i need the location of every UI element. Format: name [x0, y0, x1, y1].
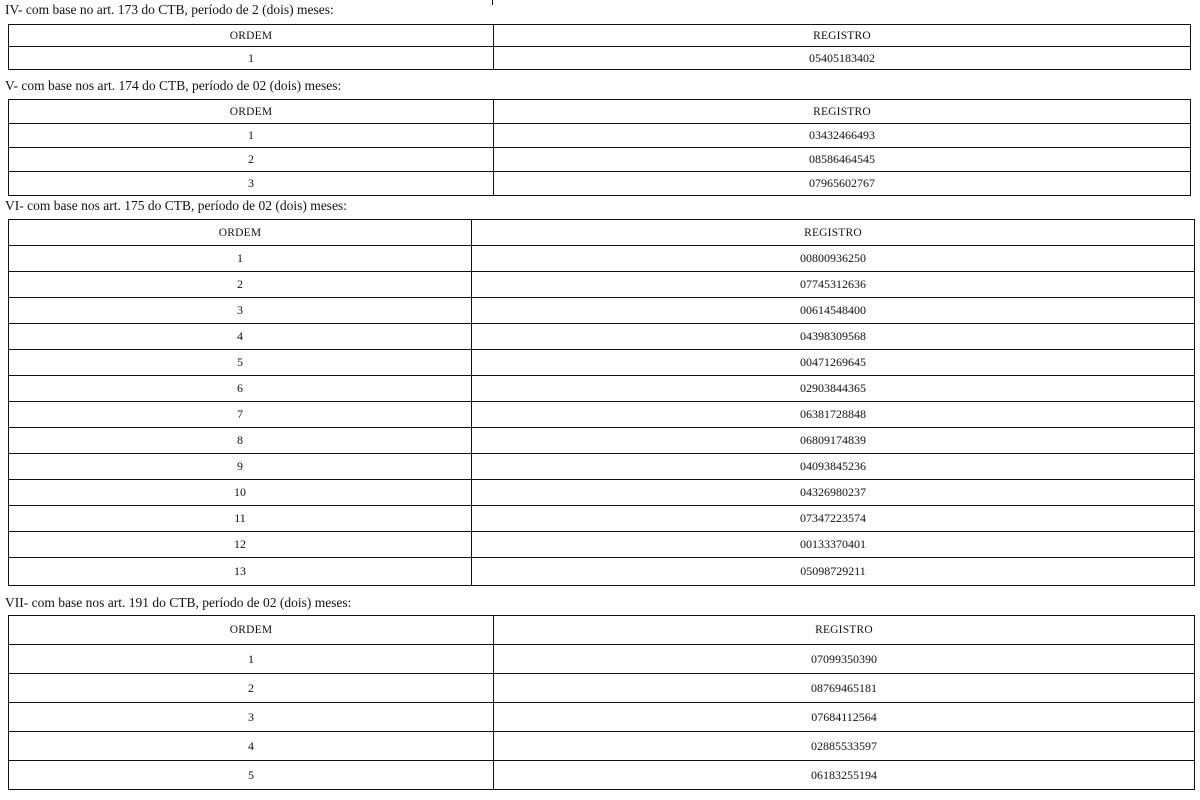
table-header-row [9, 616, 1195, 645]
table-row [9, 532, 1195, 558]
cell-ordem: 6 [9, 376, 472, 402]
cell-ordem: 7 [9, 402, 472, 428]
cell-ordem: 4 [9, 732, 494, 761]
table-row [9, 645, 1195, 674]
cell-registro: 00614548400 [472, 298, 1195, 324]
cell-ordem: 3 [9, 172, 494, 196]
cell-registro: 04398309568 [472, 324, 1195, 350]
cell-ordem: 4 [9, 324, 472, 350]
cell-ordem: 1 [9, 124, 494, 148]
cell-ordem: 11 [9, 506, 472, 532]
cell-registro: 06183255194 [494, 761, 1195, 790]
cell-registro: 02885533597 [494, 732, 1195, 761]
header-ordem: ORDEM [9, 25, 494, 47]
cell-ordem: 3 [9, 298, 472, 324]
table-row [9, 47, 1191, 70]
cell-ordem: 1 [9, 246, 472, 272]
table-row [9, 732, 1195, 761]
section-heading: VI- com base nos art. 175 do CTB, período de 02 (dois) meses: [5, 198, 347, 213]
cell-ordem: 1 [9, 47, 494, 70]
cell-registro: 06381728848 [472, 402, 1195, 428]
cell-ordem: 5 [9, 761, 494, 790]
table-header-row [9, 100, 1191, 124]
header-registro: REGISTRO [494, 100, 1191, 124]
section-heading: V- com base nos art. 174 do CTB, período de 02 (dois) meses: [5, 78, 342, 93]
registro-table [8, 615, 1195, 790]
table-row [9, 558, 1195, 586]
table-row [9, 761, 1195, 790]
cell-ordem: 3 [9, 703, 494, 732]
table-row [9, 298, 1195, 324]
cell-registro: 02903844365 [472, 376, 1195, 402]
cell-ordem: 2 [9, 272, 472, 298]
cell-registro: 08769465181 [494, 674, 1195, 703]
table-row [9, 428, 1195, 454]
table-row [9, 703, 1195, 732]
table-row [9, 402, 1195, 428]
table-row [9, 480, 1195, 506]
header-registro: REGISTRO [494, 616, 1195, 645]
cell-ordem: 2 [9, 148, 494, 172]
section-heading: VII- com base nos art. 191 do CTB, período de 02 (dois) meses: [5, 595, 352, 610]
table-row [9, 272, 1195, 298]
header-ordem: ORDEM [9, 220, 472, 246]
cell-registro: 05405183402 [494, 47, 1191, 70]
cell-registro: 00471269645 [472, 350, 1195, 376]
table-row [9, 246, 1195, 272]
cell-ordem: 8 [9, 428, 472, 454]
cell-registro: 08586464545 [494, 148, 1191, 172]
registro-table [8, 99, 1191, 196]
registro-table [8, 219, 1195, 586]
cell-registro: 07099350390 [494, 645, 1195, 674]
table-row [9, 324, 1195, 350]
cell-registro: 00133370401 [472, 532, 1195, 558]
cell-ordem: 10 [9, 480, 472, 506]
cell-registro: 04326980237 [472, 480, 1195, 506]
cell-registro: 07745312636 [472, 272, 1195, 298]
cell-registro: 07684112564 [494, 703, 1195, 732]
table-header-row [9, 25, 1191, 47]
table-row [9, 674, 1195, 703]
header-registro: REGISTRO [472, 220, 1195, 246]
cell-ordem: 13 [9, 558, 472, 586]
cell-ordem: 1 [9, 645, 494, 674]
table-row [9, 454, 1195, 480]
top-divider-line [492, 0, 493, 5]
table-row [9, 350, 1195, 376]
header-registro: REGISTRO [494, 25, 1191, 47]
header-ordem: ORDEM [9, 616, 494, 645]
cell-ordem: 5 [9, 350, 472, 376]
table-row [9, 172, 1191, 196]
cell-registro: 07347223574 [472, 506, 1195, 532]
cell-registro: 07965602767 [494, 172, 1191, 196]
header-ordem: ORDEM [9, 100, 494, 124]
cell-ordem: 9 [9, 454, 472, 480]
cell-registro: 03432466493 [494, 124, 1191, 148]
cell-registro: 06809174839 [472, 428, 1195, 454]
table-row [9, 148, 1191, 172]
table-header-row [9, 220, 1195, 246]
cell-ordem: 12 [9, 532, 472, 558]
cell-registro: 00800936250 [472, 246, 1195, 272]
cell-ordem: 2 [9, 674, 494, 703]
table-row [9, 506, 1195, 532]
table-row [9, 124, 1191, 148]
cell-registro: 04093845236 [472, 454, 1195, 480]
cell-registro: 05098729211 [472, 558, 1195, 586]
registro-table [8, 24, 1191, 70]
table-row [9, 376, 1195, 402]
section-heading: IV- com base no art. 173 do CTB, período de 2 (dois) meses: [5, 2, 334, 17]
